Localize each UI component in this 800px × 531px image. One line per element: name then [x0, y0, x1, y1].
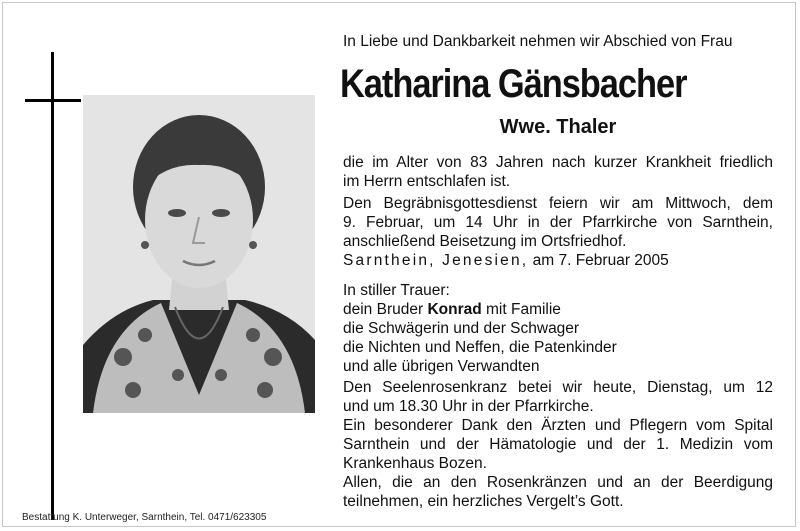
place-date-line [343, 251, 773, 270]
mourner-brother-prefix: dein Bruder [343, 301, 428, 318]
thanks-line: Ein besonderer Dank den Ärzten und Pflegern vom Spital [343, 417, 773, 434]
notice-date: am 7. Februar 2005 [532, 252, 669, 269]
mourner-line: die Nichten und Neffen, die Patenkinder [343, 339, 617, 356]
mourners-heading: In stiller Trauer: [343, 282, 450, 299]
thanks-line: Sarnthein und der Hämatologie und der 1. Medizin vom [343, 436, 773, 453]
funeral-line: Den Begräbnisgottesdienst feiern wir am Mittwoch, dem [343, 195, 773, 212]
death-line: im Herrn entschlafen ist. [343, 173, 511, 190]
intro-line: In Liebe und Dankbarkeit nehmen wir Abschied von Frau [343, 33, 733, 50]
death-paragraph [343, 153, 773, 191]
mourner-brother-name: Konrad [427, 301, 482, 318]
rosary-line: Den Seelenrosenkranz betei wir heute, Dienstag, um 12 [343, 379, 773, 396]
funeral-paragraph [343, 194, 773, 251]
closing-line: Allen, die an den Rosenkränzen und an der Beerdigung [343, 474, 773, 491]
mourner-line: die Schwägerin und der Schwager [343, 320, 580, 337]
mourner-brother-suffix: mit Familie [481, 301, 561, 318]
death-line: die im Alter von 83 Jahren nach kurzer Krankheit friedlich [343, 154, 773, 171]
thanks-line: Krankenhaus Bozen. [343, 455, 487, 472]
widow-name: Wwe. Thaler [499, 116, 617, 138]
place-names: Sarnthein, Jenesien, [343, 252, 529, 269]
mourner-line: und alle übrigen Verwandten [343, 358, 540, 375]
mourners-list [343, 281, 773, 376]
rosary-line: und um 18.30 Uhr in der Pfarrkirche. [343, 398, 594, 415]
cross-icon-horizontal [25, 99, 81, 102]
cross-icon-vertical [51, 52, 54, 520]
rosary-paragraph [343, 378, 773, 416]
deceased-name: Katharina Gänsbacher [340, 62, 687, 106]
closing-line: teilnehmen, ein herzliches Vergelt’s Gott. [343, 493, 624, 510]
portrait-photo [83, 95, 315, 413]
closing-paragraph [343, 473, 773, 511]
mourner-brother [343, 300, 773, 319]
funeral-home-footer: Bestattung K. Unterweger, Sarnthein, Tel. 0471/623305 [22, 512, 267, 523]
funeral-line: anschließend Beisetzung im Ortsfriedhof. [343, 233, 627, 250]
funeral-line: 9. Februar, um 14 Uhr in der Pfarrkirche von Sarnthein, [343, 214, 773, 231]
portrait-illustration [83, 95, 315, 413]
thanks-paragraph [343, 416, 773, 473]
